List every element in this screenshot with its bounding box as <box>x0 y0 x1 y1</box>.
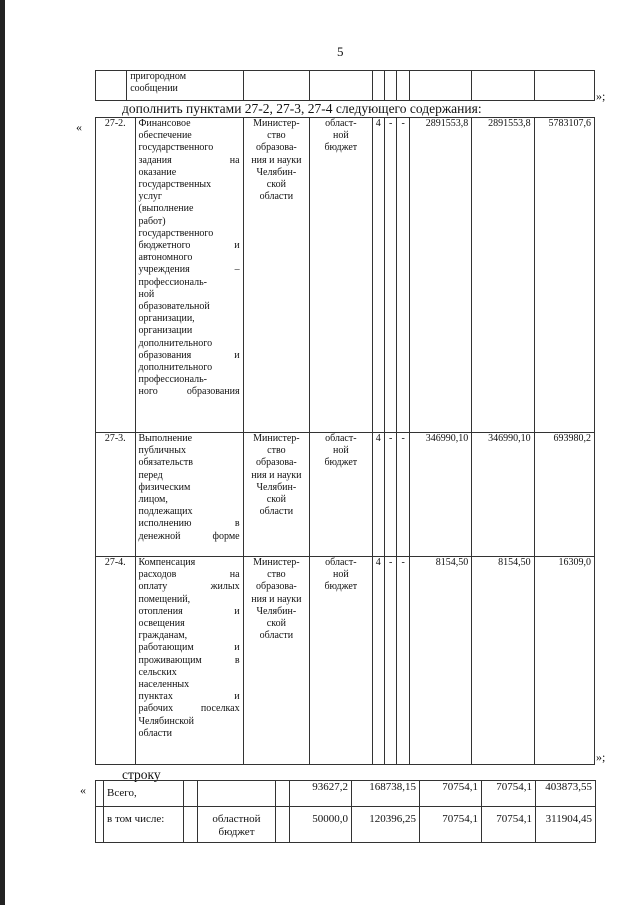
executor-line: Челябин- <box>256 166 297 178</box>
executor-line: образова- <box>255 581 297 593</box>
totals-value: 168738,15 <box>352 781 420 807</box>
empty-cell <box>243 71 310 101</box>
empty-cell <box>184 807 198 843</box>
name-line: исполнению в <box>138 518 240 530</box>
source-line: бюджет <box>324 457 358 469</box>
executor-line: области <box>259 191 294 203</box>
name-line: гражданам, <box>138 630 188 642</box>
totals-value: 311904,45 <box>536 807 596 843</box>
open-quote-totals: « <box>80 783 86 797</box>
source-line: бюджет <box>324 142 358 154</box>
executor-line: ской <box>266 618 286 630</box>
executor-line: ство <box>267 569 286 581</box>
row-dash: - <box>397 118 409 433</box>
row-total: 693980,2 <box>534 433 594 557</box>
row-total: 16309,0 <box>534 557 594 765</box>
row-name <box>135 118 243 433</box>
name-line: автономного <box>138 252 193 264</box>
executor-line: Министер- <box>253 433 300 444</box>
scan-left-edge <box>0 0 5 905</box>
name-line: Челябинской <box>138 715 194 727</box>
name-line: обязательств <box>138 457 193 469</box>
source-line: област- <box>325 433 357 444</box>
table-row <box>96 557 595 765</box>
top-name-line: сообщении <box>130 83 178 95</box>
executor-line: Министер- <box>253 118 300 129</box>
executor-line: образова- <box>255 142 297 154</box>
name-line: дополнительного <box>138 337 213 349</box>
name-line: помещений, <box>138 593 191 605</box>
top-fragment-table <box>95 70 595 101</box>
totals-value: 120396,25 <box>352 807 420 843</box>
top-num-cell <box>96 71 127 101</box>
row-source <box>310 433 372 557</box>
executor-line: ство <box>267 445 286 457</box>
totals-value: 70754,1 <box>420 781 482 807</box>
name-line: работающим и <box>138 642 240 654</box>
name-line: отопления и <box>138 605 240 617</box>
close-mark-top: »; <box>596 89 606 103</box>
row-dash: - <box>384 433 396 557</box>
totals-label: Всего, <box>104 781 184 807</box>
name-line: профессиональ- <box>138 276 208 288</box>
totals-value: 70754,1 <box>482 807 536 843</box>
top-name-line: пригородном <box>130 71 187 82</box>
name-line: населенных <box>138 679 190 691</box>
name-line: пунктах и <box>138 691 240 703</box>
intro-text: дополнить пунктами 27-2, 27-3, 27-4 следующего содержания: <box>122 101 482 116</box>
row-value-2: 346990,10 <box>472 433 534 557</box>
name-line: подлежащих <box>138 506 193 518</box>
row-value-2: 2891553,8 <box>472 118 534 433</box>
executor-line: области <box>259 630 294 642</box>
row-total: 5783107,6 <box>534 118 594 433</box>
row-code: 4 <box>372 433 384 557</box>
name-line: оказание <box>138 166 177 178</box>
row-executor <box>243 557 310 765</box>
name-line: государственных <box>138 179 212 191</box>
row-source <box>310 118 372 433</box>
empty-cell <box>372 71 384 101</box>
totals-label: в том числе: <box>104 807 184 843</box>
name-line: ного образования <box>138 386 240 398</box>
empty-cell <box>184 781 198 807</box>
name-line: расходов на <box>138 569 240 581</box>
name-line: услуг <box>138 191 163 203</box>
name-line: образовательной <box>138 301 210 313</box>
totals-value: 93627,2 <box>290 781 352 807</box>
name-line: Выполнение <box>138 433 193 444</box>
source-line: областной <box>212 813 261 825</box>
totals-table <box>95 780 596 843</box>
name-line: рабочих поселках <box>138 703 240 715</box>
table-row <box>96 433 595 557</box>
row-num: 27-4. <box>96 557 136 765</box>
empty-cell <box>198 781 276 807</box>
source-line: ной <box>332 130 349 142</box>
name-line: физическим <box>138 481 191 493</box>
name-line: государственного <box>138 142 214 154</box>
close-mark: »; <box>596 750 606 764</box>
executor-line: ство <box>267 130 286 142</box>
name-line: задания на <box>138 154 240 166</box>
totals-row <box>96 781 596 807</box>
row-value-1: 346990,10 <box>409 433 471 557</box>
name-line: государственного <box>138 227 214 239</box>
row-executor <box>243 433 310 557</box>
table-row <box>96 118 595 433</box>
source-line: бюджет <box>218 826 255 838</box>
totals-row <box>96 807 596 843</box>
name-line: области <box>138 727 172 739</box>
name-line: организации, <box>138 313 195 325</box>
name-line: денежной форме <box>138 530 240 542</box>
empty-cell <box>96 781 104 807</box>
executor-line: образова- <box>255 457 297 469</box>
row-dash: - <box>397 557 409 765</box>
totals-source <box>198 807 276 843</box>
top-name-cell <box>127 71 243 101</box>
totals-value: 70754,1 <box>482 781 536 807</box>
executor-line: ской <box>266 179 286 191</box>
executor-line: области <box>259 506 294 518</box>
name-line: дополнительного <box>138 362 213 374</box>
source-line: област- <box>325 557 357 568</box>
name-line: оплату жилых <box>138 581 240 593</box>
empty-cell <box>534 71 594 101</box>
empty-cell <box>310 71 372 101</box>
row-dash: - <box>384 118 396 433</box>
source-line: бюджет <box>324 581 358 593</box>
empty-cell <box>96 807 104 843</box>
name-line: работ) <box>138 215 166 227</box>
source-line: ной <box>332 569 349 581</box>
empty-cell <box>384 71 396 101</box>
name-line: ной <box>138 288 155 300</box>
row-dash: - <box>384 557 396 765</box>
name-line: сельских <box>138 666 177 678</box>
name-line: бюджетного и <box>138 240 240 252</box>
empty-cell <box>409 71 471 101</box>
source-line: област- <box>325 118 357 129</box>
row-num: 27-3. <box>96 433 136 557</box>
executor-line: ния и науки <box>251 154 302 166</box>
name-line: проживающим в <box>138 654 240 666</box>
executor-line: Челябин- <box>256 605 297 617</box>
name-line: организации <box>138 325 193 337</box>
name-line: обеспечение <box>138 130 192 142</box>
row-code: 4 <box>372 557 384 765</box>
name-line: лицом, <box>138 494 168 506</box>
executor-line: ния и науки <box>251 593 302 605</box>
source-line: ной <box>332 445 349 457</box>
page-number: 5 <box>337 44 344 59</box>
row-executor <box>243 118 310 433</box>
executor-line: Министер- <box>253 557 300 568</box>
name-line: учреждения – <box>138 264 240 276</box>
executor-line: Челябин- <box>256 481 297 493</box>
executor-line: ской <box>266 494 286 506</box>
open-quote: « <box>76 120 82 134</box>
empty-cell <box>397 71 409 101</box>
empty-cell <box>276 781 290 807</box>
row-value-1: 8154,50 <box>409 557 471 765</box>
totals-value: 403873,55 <box>536 781 596 807</box>
name-line: перед <box>138 469 163 481</box>
name-line: (выполнение <box>138 203 194 215</box>
totals-value: 70754,1 <box>420 807 482 843</box>
row-name <box>135 433 243 557</box>
name-line: образования и <box>138 349 240 361</box>
row-code: 4 <box>372 118 384 433</box>
row-value-1: 2891553,8 <box>409 118 471 433</box>
row-num: 27-2. <box>96 118 136 433</box>
empty-cell <box>276 807 290 843</box>
name-line: публичных <box>138 445 186 457</box>
row-dash: - <box>397 433 409 557</box>
name-line: освещения <box>138 618 185 630</box>
stroku-text: строку <box>122 767 161 782</box>
row-value-2: 8154,50 <box>472 557 534 765</box>
row-source <box>310 557 372 765</box>
empty-cell <box>472 71 534 101</box>
main-table <box>95 117 595 765</box>
row-name <box>135 557 243 765</box>
name-line: Компенсация <box>138 557 196 568</box>
name-line: Финансовое <box>138 118 191 129</box>
executor-line: ния и науки <box>251 469 302 481</box>
totals-value: 50000,0 <box>290 807 352 843</box>
name-line: профессиональ- <box>138 374 208 386</box>
